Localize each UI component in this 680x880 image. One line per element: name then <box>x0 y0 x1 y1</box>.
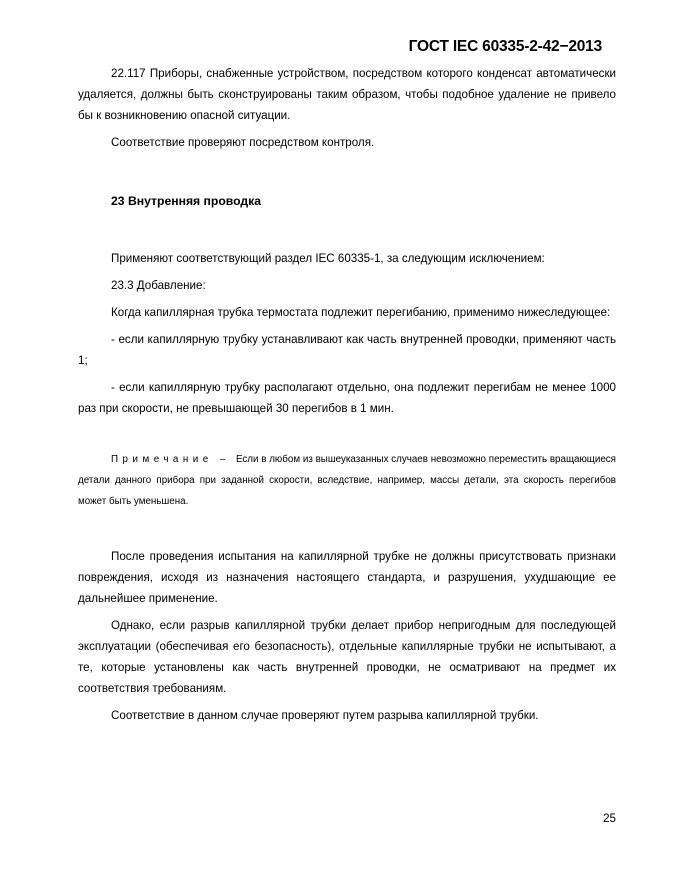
section-23-intro: Применяют соответствующий раздел IEC 60335-1, за следующим исключением: <box>111 252 545 265</box>
clause-22-117-compliance: Соответствие проверяют посредством контроля. <box>111 136 375 149</box>
page-content <box>78 63 616 726</box>
list-item-separate-placement: - если капиллярную трубку располагают отдельно, она подлежит перегибам не менее 1000 раз при скорости, не превышающей 30 перегибов в 1 мин. <box>78 381 616 415</box>
paragraph-rupture: Однако, если разрыв капиллярной трубки делает прибор непригодным для последующей эксплуатации (обеспечивая его безопасность), отдельные капиллярные трубки не испытывают, а те, которые установлены как часть внутренней проводки, не осматривают на предмет их соответствия требованиям. <box>78 619 616 695</box>
paragraph-after-test: После проведения испытания на капиллярной трубке не должны присутствовать признаки повреждения, исходя из назначения настоящего стандарта, и разрушения, ухудшающие ее дальнейшее применение. <box>78 550 616 605</box>
clause-22-117-text: 22.117 Приборы, снабженные устройством, посредством которого конденсат автоматически удаляется, должны быть сконструированы таким образом, чтобы подобное удаление не привело бы к возникновению опасной ситуации. <box>78 67 616 122</box>
note-label: Примечание – <box>111 454 230 465</box>
standard-code-header: ГОСТ IEC 60335-2-42−2013 <box>408 38 602 55</box>
page-number: 25 <box>603 812 616 825</box>
section-23-compliance: Соответствие в данном случае проверяют путем разрыва капиллярной трубки. <box>111 709 539 722</box>
section-23-title: 23 Внутренняя проводка <box>111 194 262 208</box>
list-item-internal-wiring: - если капиллярную трубку устанавливают как часть внутренней проводки, применяют часть 1; <box>78 333 616 367</box>
paragraph-capillary-bending: Когда капиллярная трубка термостата подлежит перегибанию, применимо нижеследующее: <box>111 306 611 319</box>
addition-label: 23.3 Добавление: <box>111 279 206 292</box>
note <box>78 449 616 512</box>
note-text: Если в любом из вышеуказанных случаев невозможно переместить вращающиеся детали данного прибора при заданной скорости, вследствие, например, массы детали, эта скорость перегибов может быть уменьшена. <box>78 454 616 507</box>
